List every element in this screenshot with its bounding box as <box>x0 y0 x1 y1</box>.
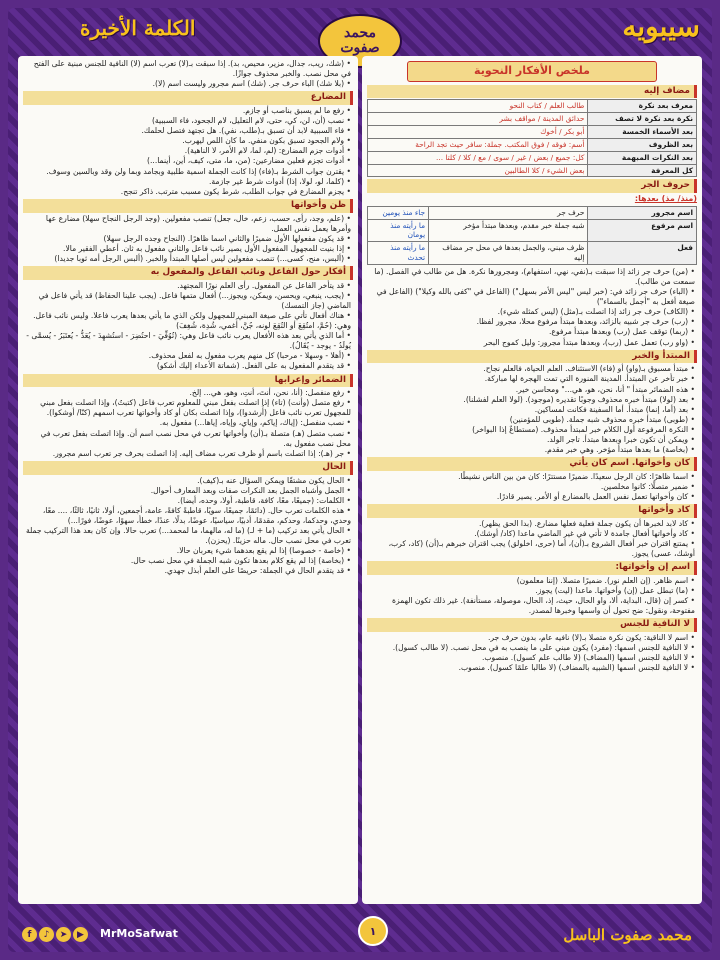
logo-line1: محمد <box>344 25 376 42</box>
rule-line: • (بخاصة) إذا لم يقع كلام بعدها تكون شبه الجملة في محل نصب حال. <box>23 556 353 566</box>
social-handle[interactable]: MrMoSafwat <box>100 927 178 940</box>
rule-line: • اسم ظاهر. (إن العلم نور). ضميرًا متصلا. (إننا معلمون) <box>367 576 697 586</box>
section-la: لا النافية للجنس <box>367 618 697 632</box>
table-cell-k: اسم مرفوع <box>588 219 697 242</box>
rule-line: • فاء السببية لابد أن تسبق بـ(طلب، نفي). هل تجتهد فتصل لحلمك. <box>23 126 353 136</box>
section-damair: الضمائر وإعرابها <box>23 374 353 388</box>
rule-line: • هناك أفعال تأتي على صيغة المبني للمجهول ولكن الذي ما يأتي بعدها يعرب فاعلا. وليس نائب فاعل. وهي: (حُمَّ، امتُقِعَ أو التُقِعَ لونه، جُنَّ، أُغمي، شُدِهَ، شُغِفَ) <box>23 311 353 331</box>
rule-line: • ضمير متصلًا: كانوا مخلصين. <box>367 482 697 492</box>
rule-line: • قد يتأخر الفاعل عن المفعول. رأى العلم نورًا المجتهد. <box>23 281 353 291</box>
table-row <box>368 164 697 177</box>
brand-title: سيبويه <box>622 10 700 43</box>
rule-line: • قد يكون مفعولها الأول ضميرًا والثاني اسما ظاهرًا. (النجاح وجده الرجل سهلا) <box>23 234 353 244</box>
rule-line: • هذه الضمائر مبتدأ " أنا، نحن، هو، هي..." ومحاسن خير. <box>367 385 697 395</box>
rule-line: • الحال يكون مشتقًا ويمكن السؤال عنه بـ(كيف). <box>23 476 353 486</box>
rule-line: • لا النافية للجنس اسمها (الشبيه بالمضاف) (لا طالبا علمًا كسول). منصوب. <box>367 663 697 673</box>
rule-line: • (طوبى) مبتدأ خبره محذوف شبه جملة. (طوبى للمؤمنين) <box>367 415 697 425</box>
rule-line: • (من) حرف جر زائد إذا سبقت بـ(نفي، نهي، استفهام)، ومجرورها نكرة. هل من طالب في الفصل. (ما سمعت من طالب). <box>367 267 697 287</box>
rule-line: • جر (هـ): إذا اتصلت باسم أو ظرف تعرب مضاف إليه. إذا اتصلت بحرف جر تعرب اسم مجرور. <box>23 449 353 459</box>
section-fail: أفكار حول الفاعل ونائب الفاعل والمفعول به <box>23 266 353 280</box>
mubtada-lines <box>367 364 697 455</box>
table-cell-example: أسم: فوقه / فوق المكتب. جملة: سافر حيث تجد الراحة <box>368 138 588 151</box>
table-cell-b: جاء منذ يومين <box>368 206 429 219</box>
table-cell-key: بعد الأسماء الخمسة <box>588 126 697 139</box>
rule-line: • يجزم المضارع في جواب الطلب، شرط يكون مسبب مترتب. ذاكر تنجح. <box>23 187 353 197</box>
rule-line: • قد يتقدم الحال في الجملة: حريصًا على العلم أبذل جهدي. <box>23 566 353 576</box>
table-row <box>368 100 697 113</box>
jar-table <box>367 206 697 265</box>
social-icons <box>22 927 88 942</box>
table-cell-key: نكرة بعد نكرة لا تصف <box>588 113 697 126</box>
logo-line2: صفوت <box>340 40 380 56</box>
rule-line: • نصب منفصل: (إياك، إياكم، وإياي، وإياه، إياها...) مفعول به. <box>23 418 353 428</box>
section-kana: كان وأخواتها. اسم كان يأتي <box>367 457 697 471</box>
zann-lines <box>23 214 353 264</box>
damair-lines <box>23 388 353 459</box>
section-mudaf: مضاف إليه <box>367 85 697 99</box>
rule-line: • هذه الكلمات تعرب حال. (دائمًا، جميعًا، سويًا، قاطبةً كافةً، عامة، أجمعين، أولا، ثانيًا، ثالثًا، .... معًا، وحدي، وحدكما، وحدكم، مقدمًا، أدبيًا، سياسيًا، عوضًا، بدلًا، عندًا، خطأ، سهوًا، عوضًا، فورًا...) <box>23 506 353 526</box>
table-cell-example: طالب العلم / كتاب النحو <box>368 100 588 113</box>
section-inna: اسم إن وأخواتها: <box>367 561 697 575</box>
telegram-icon[interactable]: ➤ <box>56 927 71 942</box>
section-mubtada: المبتدأ والخبر <box>367 350 697 364</box>
section-mudari: المضارع <box>23 91 353 105</box>
section-kada: كاد وأخواتها <box>367 504 697 518</box>
section-jar: حروف الجر <box>367 179 697 193</box>
inna-lines <box>367 576 697 616</box>
rule-line: • كان وأخواتها تعمل نفس العمل بالمضارع أو الأمر. يصير قادرًا. <box>367 492 697 502</box>
rule-line: • (علم، وجد، رأى، حسب، زعم، خال، جعل) تنصب مفعولين. (وجد الرجل النجاح سهلا) مضارع عها وأمرها يعمل نفس العمل. <box>23 214 353 234</box>
author-signature: محمد صفوت الباسل <box>563 926 692 944</box>
rule-line: • أما الذي يأتي بعد هذه الأفعال يعرب نائب فاعل وهي: (تُوُفِّيَ - احتُضِرَ - استُشهِدَ - يُعَدُّ - يُعتَبَرُ - يُسمَّى - يُولَدُ - يوجد - يُقَالُ). <box>23 331 353 351</box>
table-cell-a: حرف جر <box>429 206 588 219</box>
main-heading: ملخص الأفكار النحوية <box>407 61 657 82</box>
left-column <box>18 56 358 904</box>
rule-line: • الحال يأتي بعد تركيب (ما + لـ) (ما له، مالهما، ما لمحمد...) تعرب حالا. وإن كان بعد هذا التركيب جملة تعرب في محل نصب حال. ماله حزينًا. (يحزن). <box>23 526 353 546</box>
rule-line: • قد يتقدم المفعول به على الفعل. (شماتة الأعداء إليك أشكو) <box>23 361 353 371</box>
table-cell-b: ما رأيته منذ يومان <box>368 219 429 242</box>
rule-line: • كاد لابد لخبرها أن يكون جملة فعلية فعلها مضارع. (بدا الحق يظهر). <box>367 519 697 529</box>
rule-line: • ويمكن أن تكون خبرا وبعدها مبتدأ. تاجر الولد. <box>367 435 697 445</box>
tiktok-icon[interactable]: ♪ <box>39 927 54 942</box>
right-column <box>362 56 702 904</box>
rule-line: • لا النافية للجنس اسمها (المضاف) (لا طالب علم كسول). منصوب. <box>367 653 697 663</box>
rule-line: • (رب) حرف جر شبيه بالزائد، وبعدها مبتدأ مرفوع محلا، مجرور لفظا. <box>367 317 697 327</box>
kada-lines <box>367 519 697 559</box>
facebook-icon[interactable]: f <box>22 927 37 942</box>
rule-line: • يمتنع اقتران خبر أفعال الشروع بـ(أن)، أما (حرى، اخلولق) يجب اقتران خبرهم بـ(أن) (كاد، كرب، أوشك، عسى) يجوز. <box>367 539 697 559</box>
rule-line: • (يجب، ينبغي، ويحسن، ويمكن، ويجوز...) أفعال متمها فاعل. (يجب علينا الحفاظ) قد يأتي فاعل في الماضي (جاز التمسك) <box>23 291 353 311</box>
table-cell-key: معرف بعد نكرة <box>588 100 697 113</box>
rule-line: • (ألبس، منح، كسى...) تنصب مفعولين ليس أصلها المبتدأ والخبر. (ألبس الرجل أمه ثوبا جديدا) <box>23 254 353 264</box>
table-row <box>368 242 697 265</box>
footer-bar <box>18 916 702 946</box>
rule-line: • ولام الجحود تسبق بكون منفي. ما كان اللص ليهرب. <box>23 136 353 146</box>
jar-subheading: (منذ/ مذ) بعدها: <box>634 194 697 204</box>
hal-lines <box>23 476 353 577</box>
mudaf-table <box>367 99 697 177</box>
rule-line: • (واو رب) تعمل عمل (رب)، وبعدها مبتدأ مجرور: وليل كموج البحر <box>367 338 697 348</box>
section-hal: الحال <box>23 461 353 475</box>
rule-line: • لا النافية للجنس اسمها: (مفرد) يكون مبني على ما ينصب به في محل نصب. (لا طالب كسول). <box>367 643 697 653</box>
rule-line: • رفع ما لم يسبق بناصب أو جازم. <box>23 106 353 116</box>
rule-line: • كاد وأخواتها أفعال جامدة لا تأتي في غير الماضي ماعدا (كاد/ أوشك). <box>367 529 697 539</box>
rule-line: • الجمل وأشباه الجمل بعد النكرات صفات وبعد المعارف أحوال. <box>23 486 353 496</box>
kana-lines <box>367 472 697 502</box>
table-row <box>368 206 697 219</box>
table-cell-k: فعل <box>588 242 697 265</box>
rule-line: • النكرة المرفوعة أول الكلام خبر لمبتدأ محذوف. (مستطاعٌ إذا البواخر) <box>367 425 697 435</box>
rule-line: • نصب متصل (هـ) متصلة بـ(أن) وأخواتها تعرب في محل نصب اسم أن. وإذا اتصلت بفعل تعرب في محل نصب مفعول به. <box>23 429 353 449</box>
la-lines <box>367 633 697 673</box>
table-cell-a: شبه جملة خبر مقدم، وبعدها مبتدأ مؤخر <box>429 219 588 242</box>
rule-line: • نصب (أن، لن، كي، حتى، لام التعليل، لام الجحود، فاء السببية) <box>23 116 353 126</box>
series-title: الكلمة الأخيرة <box>80 16 196 40</box>
fail-lines <box>23 281 353 372</box>
rule-line: • أدوات جزم المضارع: (لم، لما، لام الأمر، لا الناهية). <box>23 146 353 156</box>
rule-line: • (بلا شك) الباء حرف جر. (شك) اسم مجرور وليست اسم (لا). <box>23 79 353 89</box>
table-cell-example: أبو بكر / أخوك <box>368 126 588 139</box>
jar-lines <box>367 267 697 348</box>
rule-line: • مبتدأ مسبوق بـ(واو) أو (فاء) الاستئناف. العلم الحياة، فالعلم نجاح. <box>367 364 697 374</box>
table-row <box>368 151 697 164</box>
section-zann: ظن وأخواتها <box>23 199 353 213</box>
table-cell-example: حدائق المدينة / مواقف بشر <box>368 113 588 126</box>
rule-line: • بعد (أما، إنما) مبتدأ. أما السفينة فكانت لمساكين. <box>367 405 697 415</box>
intro-lines <box>23 59 353 89</box>
rule-line: • (بخاصة) ما بعدها مبتدأ مؤخر. وهي خبر مقدم. <box>367 445 697 455</box>
table-cell-a: ظرف مبني، والجمل بعدها في محل جر مضاف إليه <box>429 242 588 265</box>
table-cell-b: ما رأيته منذ تحدث <box>368 242 429 265</box>
page-number: ١ <box>358 916 388 946</box>
rule-line: • خبر تأخر عن المبتدأ. المدينة المنورة التي تمت الهجرة لها مباركة. <box>367 374 697 384</box>
table-cell-key: بعد النكرات المبهمة <box>588 151 697 164</box>
table-cell-example: بعض الشيء / كلا الطالبين <box>368 164 588 177</box>
rule-line: • (كلما، لو، لولا، إذا) أدوات شرط غير جازمة. <box>23 177 353 187</box>
rule-line: • (الكاف) حرف جر زائد إذا اتصلت بـ(مثل) (ليس كمثله شيء). <box>367 307 697 317</box>
table-row <box>368 126 697 139</box>
rule-line: • (شك، ريب، جدال، مزير، محيص، بد). إذا سبقت بـ(لا) تعرب اسم (لا) النافية للجنس مبنية على الفتح في محل نصب. والخبر محذوف جوازًا. <box>23 59 353 79</box>
table-cell-key: كل المعرفة <box>588 164 697 177</box>
rule-line: • (الباء) حرف جر زائد في: (خبر ليس "ليس الأمر بسهل") (الفاعل في "كفى بالله وكيلا") (الفاعل في صيغة أفعل به "أجمل بالسماء") <box>367 287 697 307</box>
rule-line: • اسما ظاهرًا: كان الرجل سعيدًا. ضميرًا مستترًا: كان من بين الناس نشيطًا. <box>367 472 697 482</box>
rule-line: • أدوات تجزم فعلين مضارعين: (من، ما، متى، كيف، أين، أينما...) <box>23 156 353 166</box>
table-cell-key: بعد الظروف <box>588 138 697 151</box>
table-cell-example: كل: جميع / بعض / غير / سوى / مع / كلا / كلتا ... <box>368 151 588 164</box>
rule-line: • (أهلا - وسهلا - مرحبا) كل منهم يعرب مفعول به لفعل محذوف. <box>23 351 353 361</box>
rule-line: • إذا بنيت للمجهول المفعول الأول يصير نائب فاعل والثاني مفعول به ثان. أعطي الفقير مالا. <box>23 244 353 254</box>
table-row <box>368 219 697 242</box>
rule-line: • كسر إن (قال، البداية، ألا، واو الحال، حيث، إذ، الحال، موصولة، مستأنفة). غير ذلك تكون الهمزة مفتوحة، ونقول: ضح تحول أن واسمها وخبرها لمصدر. <box>367 596 697 616</box>
rule-line: • يقترن جواب الشرط بـ(فاء) إذا كانت الجملة اسمية طلبية وبجامد وبما ولن وقد وبالسين وسوف. <box>23 167 353 177</box>
rule-line: • (ربما) توقف عمل (رب) وبعدها مبتدأ مرفوع. <box>367 327 697 337</box>
rule-line: • (خاصة - خصوصا) إذا لم يقع بعدهما شيء يعربان حالا. <box>23 546 353 556</box>
table-row <box>368 138 697 151</box>
mudari-lines <box>23 106 353 197</box>
rule-line: • بعد (لولا) مبتدأ خبره محذوف وجوبًا تقديره (موجود). (لولا العلم لفشلنا). <box>367 395 697 405</box>
table-cell-k: اسم مجرور <box>588 206 697 219</box>
rule-line: • رفع منفصل: (أنا، نحن، أنتَ، أنتِ، وهو، هي... إلخ. <box>23 388 353 398</box>
rule-line: • (ما) تبطل عمل (إن) وأخواتها. ماعدا (ليت) يجوز. <box>367 586 697 596</box>
youtube-icon[interactable]: ▶ <box>73 927 88 942</box>
table-row <box>368 113 697 126</box>
rule-line: • اسم لا الناقية: يكون نكرة متصلا بـ(لا) نافيه عام، بدون حرف جر. <box>367 633 697 643</box>
rule-line: • الكلمات: (جميعًا، معًا، كافة، قاطبة، أولا، وحده، أيضا). <box>23 496 353 506</box>
rule-line: • رفع متصل (وأنت) (تاء) إذا اتصلت بفعل مبني للمعلوم تعرب فاعل (كتبتُ)، وإذا اتصلت بفعل مبني للمجهول تعرب نائب فاعل (أُرشدوا)، وإذا اتصلت بكان أو كاد وأخواتها تعرب اسمهم (كنّا/ أوشكوا). <box>23 398 353 418</box>
